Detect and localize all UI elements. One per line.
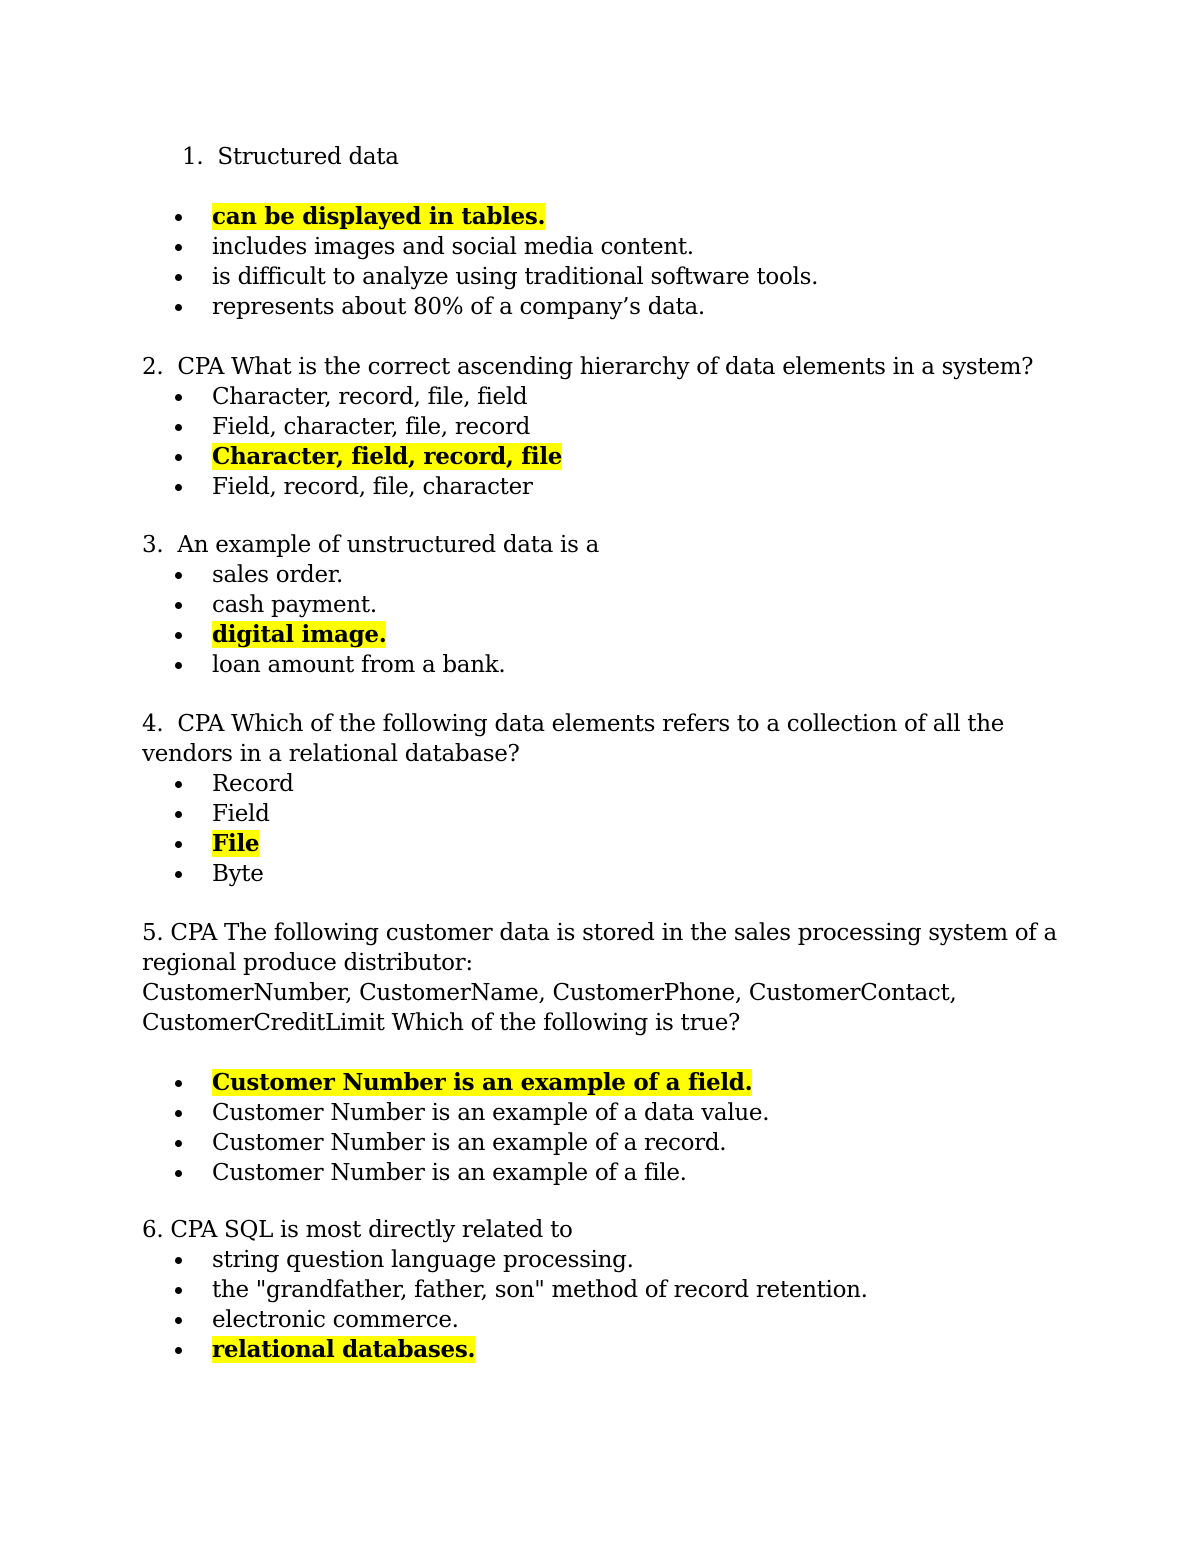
bullet-icon [175, 274, 182, 281]
option-text: Character, field, record, file [212, 443, 563, 470]
bullet-icon [175, 1317, 182, 1324]
bullet-icon [175, 602, 182, 609]
question-stem [142, 1215, 1072, 1245]
option-item [142, 829, 1072, 859]
bullet-icon [175, 454, 182, 461]
option-list [142, 769, 1072, 889]
option-item [142, 1098, 1072, 1128]
question-text: CPA The following customer data is stored in the sales processing system of a regional produce distributor: [142, 920, 1057, 976]
option-list [142, 1245, 1072, 1365]
question-text: CPA What is the correct ascending hierarchy of data elements in a system? [177, 354, 1034, 380]
option-item [142, 1275, 1072, 1305]
option-item [142, 650, 1072, 680]
bullet-icon [175, 1140, 182, 1147]
bullet-icon [175, 424, 182, 431]
option-text: includes images and social media content. [212, 234, 694, 260]
option-item [142, 292, 1072, 322]
option-item [142, 620, 1072, 650]
bullet-icon [175, 394, 182, 401]
bullet-icon [175, 841, 182, 848]
option-text: can be displayed in tables. [212, 203, 546, 230]
question-text: CPA SQL is most directly related to [170, 1217, 573, 1243]
option-text: Field, record, file, character [212, 474, 533, 500]
option-text: string question language processing. [212, 1247, 634, 1273]
option-item [142, 202, 1072, 232]
option-text: is difficult to analyze using traditional software tools. [212, 264, 819, 290]
question-stem [142, 709, 1072, 769]
option-item [142, 232, 1072, 262]
question-number: 1. [182, 144, 204, 170]
bullet-icon [175, 662, 182, 669]
option-text: Record [212, 771, 294, 797]
question-stem [142, 530, 1072, 560]
option-text: represents about 80% of a company’s data. [212, 294, 705, 320]
option-text: Byte [212, 861, 264, 887]
option-text: loan amount from a bank. [212, 652, 506, 678]
question-stem [142, 918, 1072, 978]
bullet-icon [175, 304, 182, 311]
option-text: File [212, 830, 260, 857]
bullet-icon [175, 572, 182, 579]
option-item [142, 799, 1072, 829]
bullet-icon [175, 1257, 182, 1264]
question-stem-continued: CustomerNumber, CustomerName, CustomerPhone, CustomerContact, CustomerCreditLimit Which of the following is true? [142, 980, 957, 1036]
option-text: Customer Number is an example of a file. [212, 1160, 687, 1186]
option-text: sales order. [212, 562, 343, 588]
question-text: Structured data [217, 144, 399, 170]
option-list [142, 202, 1072, 322]
option-item [142, 262, 1072, 292]
bullet-icon [175, 1080, 182, 1087]
bullet-icon [175, 1110, 182, 1117]
option-text: relational databases. [212, 1336, 476, 1363]
option-item [142, 1068, 1072, 1098]
bullet-icon [175, 1170, 182, 1177]
question-4 [142, 709, 1072, 889]
option-item [142, 442, 1072, 472]
question-stem [142, 352, 1072, 382]
option-item [142, 1245, 1072, 1275]
question-number: 5. [142, 920, 164, 946]
question-1 [142, 142, 1072, 322]
option-text: cash payment. [212, 592, 377, 618]
bullet-icon [175, 244, 182, 251]
option-text: Field, character, file, record [212, 414, 531, 440]
question-2 [142, 352, 1072, 502]
option-item [142, 1158, 1072, 1188]
question-3 [142, 530, 1072, 680]
option-item [142, 412, 1072, 442]
question-number: 2. [142, 354, 164, 380]
option-text: Customer Number is an example of a record. [212, 1130, 727, 1156]
question-stem [142, 142, 1072, 172]
option-text: Character, record, file, field [212, 384, 528, 410]
question-number: 4. [142, 711, 164, 737]
bullet-icon [175, 484, 182, 491]
option-item [142, 590, 1072, 620]
option-item [142, 769, 1072, 799]
option-text: Customer Number is an example of a data value. [212, 1100, 770, 1126]
spacer [142, 172, 1072, 202]
bullet-icon [175, 632, 182, 639]
question-number: 3. [142, 532, 164, 558]
option-text: Customer Number is an example of a field. [212, 1069, 753, 1096]
option-text: Field [212, 801, 270, 827]
question-text: An example of unstructured data is a [177, 532, 600, 558]
option-item [142, 472, 1072, 502]
option-text: digital image. [212, 621, 387, 648]
question-number: 6. [142, 1217, 164, 1243]
option-list [142, 560, 1072, 680]
option-item [142, 1335, 1072, 1365]
option-list [142, 1068, 1072, 1188]
option-item [142, 1305, 1072, 1335]
option-item [142, 560, 1072, 590]
bullet-icon [175, 811, 182, 818]
option-text: electronic commerce. [212, 1307, 459, 1333]
question-6 [142, 1215, 1072, 1365]
bullet-icon [175, 1287, 182, 1294]
question-5 [142, 918, 1072, 1188]
question-text: CPA Which of the following data elements refers to a collection of all the vendors in a relational database? [142, 711, 1005, 767]
bullet-icon [175, 781, 182, 788]
bullet-icon [175, 871, 182, 878]
option-text: the "grandfather, father, son" method of record retention. [212, 1277, 868, 1303]
bullet-icon [175, 214, 182, 221]
option-item [142, 1128, 1072, 1158]
spacer [142, 1038, 1072, 1068]
bullet-icon [175, 1347, 182, 1354]
option-item [142, 382, 1072, 412]
option-item [142, 859, 1072, 889]
option-list [142, 382, 1072, 502]
